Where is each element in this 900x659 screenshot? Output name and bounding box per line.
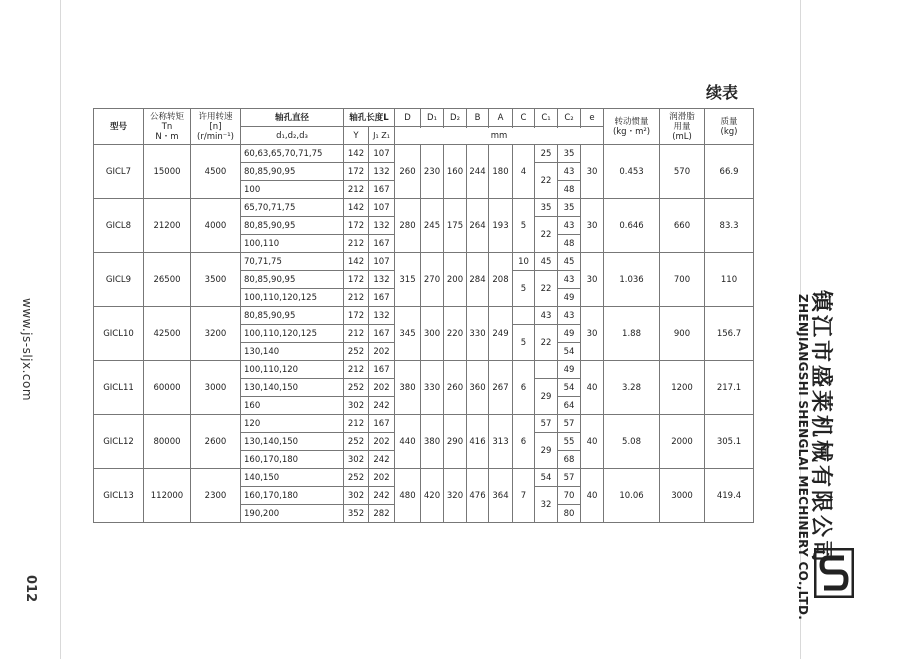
cell-C2: 54 xyxy=(558,343,581,361)
cell-length-j: 167 xyxy=(369,415,395,433)
header-length-y: Y xyxy=(344,127,369,145)
cell-length-y: 252 xyxy=(344,433,369,451)
cell-length-y: 212 xyxy=(344,415,369,433)
cell-C2: 54 xyxy=(558,379,581,397)
cell-mass: 110 xyxy=(705,253,754,307)
cell-length-y: 352 xyxy=(344,505,369,523)
header-length-j: J₁ Z₁ xyxy=(369,127,395,145)
cell-length-j: 132 xyxy=(369,217,395,235)
cell-bore: 100,110 xyxy=(241,235,344,253)
cell-grease: 2000 xyxy=(660,415,705,469)
cell-B: 284 xyxy=(467,253,489,307)
cell-bore: 120 xyxy=(241,415,344,433)
cell-mass: 217.1 xyxy=(705,361,754,415)
header-D2: D₂ xyxy=(444,109,467,127)
cell-torque: 26500 xyxy=(144,253,191,307)
header-bore-sub: d₁,d₂,d₃ xyxy=(241,127,344,145)
cell-D: 480 xyxy=(395,469,421,523)
cell-grease: 3000 xyxy=(660,469,705,523)
cell-speed: 3000 xyxy=(191,361,241,415)
cell-C1: 32 xyxy=(535,487,558,523)
cell-bore: 130,140 xyxy=(241,343,344,361)
cell-speed: 3200 xyxy=(191,307,241,361)
cell-C2: 57 xyxy=(558,415,581,433)
cell-length-j: 202 xyxy=(369,379,395,397)
cell-C1: 22 xyxy=(535,271,558,307)
cell-length-y: 172 xyxy=(344,307,369,325)
cell-C2: 68 xyxy=(558,451,581,469)
company-name-cn: 镇江市盛莱机械有限公司 xyxy=(808,290,833,566)
table-body xyxy=(94,145,754,523)
cell-inertia: 1.88 xyxy=(604,307,660,361)
cell-C: 10 xyxy=(513,253,535,271)
header-model: 型号 xyxy=(94,109,144,145)
cell-C: 6 xyxy=(513,361,535,415)
cell-speed: 3500 xyxy=(191,253,241,307)
cell-B: 244 xyxy=(467,145,489,199)
cell-C2: 35 xyxy=(558,145,581,163)
cell-B: 330 xyxy=(467,307,489,361)
cell-bore: 140,150 xyxy=(241,469,344,487)
cell-D2: 260 xyxy=(444,361,467,415)
cell-grease: 900 xyxy=(660,307,705,361)
cell-grease: 700 xyxy=(660,253,705,307)
header-unit-mm: mm xyxy=(395,127,604,145)
cell-D2: 160 xyxy=(444,145,467,199)
cell-length-j: 167 xyxy=(369,325,395,343)
cell-inertia: 0.453 xyxy=(604,145,660,199)
cell-length-j: 167 xyxy=(369,289,395,307)
cell-D: 315 xyxy=(395,253,421,307)
cell-D: 280 xyxy=(395,199,421,253)
cell-A: 208 xyxy=(489,253,513,307)
cell-length-j: 107 xyxy=(369,145,395,163)
cell-bore: 65,70,71,75 xyxy=(241,199,344,217)
cell-length-y: 212 xyxy=(344,181,369,199)
cell-length-y: 212 xyxy=(344,361,369,379)
header-bore: 轴孔直径 xyxy=(241,109,344,127)
header-grease: 润滑脂 用量 (mL) xyxy=(660,109,705,145)
cell-length-j: 132 xyxy=(369,271,395,289)
cell-length-j: 167 xyxy=(369,361,395,379)
cell-model: GⅠCL11 xyxy=(94,361,144,415)
cell-mass: 83.3 xyxy=(705,199,754,253)
cell-length-y: 302 xyxy=(344,451,369,469)
cell-speed: 4500 xyxy=(191,145,241,199)
cell-length-y: 142 xyxy=(344,145,369,163)
cell-e: 40 xyxy=(581,415,604,469)
cell-length-y: 302 xyxy=(344,487,369,505)
cell-bore: 70,71,75 xyxy=(241,253,344,271)
cell-length-j: 242 xyxy=(369,451,395,469)
header-mass: 质量 (kg) xyxy=(705,109,754,145)
cell-length-y: 212 xyxy=(344,289,369,307)
cell-A: 313 xyxy=(489,415,513,469)
cell-length-j: 202 xyxy=(369,343,395,361)
cell-C1: 45 xyxy=(535,253,558,271)
header-C: C xyxy=(513,109,535,127)
header-length: 轴孔长度L xyxy=(344,109,395,127)
header-D1: D₁ xyxy=(421,109,444,127)
table-header xyxy=(94,109,754,145)
cell-torque: 112000 xyxy=(144,469,191,523)
header-torque: 公称转矩 Tn N・m xyxy=(144,109,191,145)
cell-D2: 200 xyxy=(444,253,467,307)
cell-torque: 42500 xyxy=(144,307,191,361)
table-row xyxy=(94,361,754,379)
cell-D1: 420 xyxy=(421,469,444,523)
cell-C1: 57 xyxy=(535,415,558,433)
cell-grease: 660 xyxy=(660,199,705,253)
cell-C: 5 xyxy=(513,325,535,361)
cell-C2: 43 xyxy=(558,217,581,235)
cell-bore: 100 xyxy=(241,181,344,199)
cell-D1: 230 xyxy=(421,145,444,199)
cell-C2: 70 xyxy=(558,487,581,505)
cell-A: 249 xyxy=(489,307,513,361)
cell-length-j: 242 xyxy=(369,487,395,505)
cell-inertia: 10.06 xyxy=(604,469,660,523)
cell-C1: 29 xyxy=(535,433,558,469)
cell-bore: 80,85,90,95 xyxy=(241,271,344,289)
cell-grease: 1200 xyxy=(660,361,705,415)
cell-C xyxy=(513,307,535,325)
cell-torque: 21200 xyxy=(144,199,191,253)
cell-speed: 4000 xyxy=(191,199,241,253)
cell-C2: 43 xyxy=(558,163,581,181)
table-row xyxy=(94,145,754,163)
table-row xyxy=(94,469,754,487)
cell-C: 4 xyxy=(513,145,535,199)
cell-C2: 49 xyxy=(558,289,581,307)
cell-C: 6 xyxy=(513,415,535,469)
header-inertia: 转动惯量 (kg・m²) xyxy=(604,109,660,145)
cell-D1: 330 xyxy=(421,361,444,415)
cell-D2: 320 xyxy=(444,469,467,523)
cell-mass: 305.1 xyxy=(705,415,754,469)
cell-C2: 48 xyxy=(558,235,581,253)
cell-C1: 22 xyxy=(535,163,558,199)
cell-length-j: 167 xyxy=(369,235,395,253)
cell-inertia: 3.28 xyxy=(604,361,660,415)
cell-D2: 175 xyxy=(444,199,467,253)
cell-bore: 160,170,180 xyxy=(241,451,344,469)
cell-D1: 245 xyxy=(421,199,444,253)
cell-C: 5 xyxy=(513,271,535,307)
cell-length-j: 132 xyxy=(369,307,395,325)
cell-A: 180 xyxy=(489,145,513,199)
cell-e: 30 xyxy=(581,253,604,307)
cell-D1: 380 xyxy=(421,415,444,469)
page-number: 012 xyxy=(23,575,38,603)
cell-D1: 300 xyxy=(421,307,444,361)
cell-e: 30 xyxy=(581,199,604,253)
table-row xyxy=(94,253,754,271)
cell-length-j: 282 xyxy=(369,505,395,523)
cell-A: 267 xyxy=(489,361,513,415)
cell-model: GⅠCL7 xyxy=(94,145,144,199)
table-row xyxy=(94,307,754,325)
cell-A: 364 xyxy=(489,469,513,523)
cell-speed: 2300 xyxy=(191,469,241,523)
header-e: e xyxy=(581,109,604,127)
cell-model: GⅠCL8 xyxy=(94,199,144,253)
page-title: 续表 xyxy=(706,83,739,102)
cell-C1: 35 xyxy=(535,199,558,217)
cell-length-y: 142 xyxy=(344,199,369,217)
cell-e: 40 xyxy=(581,469,604,523)
cell-C2: 35 xyxy=(558,199,581,217)
cell-B: 264 xyxy=(467,199,489,253)
cell-C2: 49 xyxy=(558,361,581,379)
cell-model: GⅠCL12 xyxy=(94,415,144,469)
cell-bore: 160,170,180 xyxy=(241,487,344,505)
cell-bore: 130,140,150 xyxy=(241,379,344,397)
cell-grease: 570 xyxy=(660,145,705,199)
cell-length-y: 142 xyxy=(344,253,369,271)
cell-length-y: 172 xyxy=(344,217,369,235)
cell-mass: 66.9 xyxy=(705,145,754,199)
cell-length-j: 107 xyxy=(369,253,395,271)
left-margin-line xyxy=(60,0,61,659)
cell-length-y: 302 xyxy=(344,397,369,415)
cell-D: 380 xyxy=(395,361,421,415)
cell-B: 416 xyxy=(467,415,489,469)
cell-model: GⅠCL10 xyxy=(94,307,144,361)
cell-bore: 80,85,90,95 xyxy=(241,307,344,325)
company-logo-icon xyxy=(814,548,854,598)
header-D: D xyxy=(395,109,421,127)
cell-bore: 160 xyxy=(241,397,344,415)
cell-B: 476 xyxy=(467,469,489,523)
cell-bore: 100,110,120 xyxy=(241,361,344,379)
cell-inertia: 1.036 xyxy=(604,253,660,307)
cell-length-j: 202 xyxy=(369,469,395,487)
header-B: B xyxy=(467,109,489,127)
cell-C2: 43 xyxy=(558,307,581,325)
header-C1: C₁ xyxy=(535,109,558,127)
cell-model: GⅠCL13 xyxy=(94,469,144,523)
cell-length-y: 252 xyxy=(344,343,369,361)
cell-length-y: 212 xyxy=(344,235,369,253)
cell-length-y: 212 xyxy=(344,325,369,343)
header-speed: 许用转速 [n] (r/min⁻¹) xyxy=(191,109,241,145)
cell-bore: 100,110,120,125 xyxy=(241,289,344,307)
cell-C1: 43 xyxy=(535,307,558,325)
cell-C2: 45 xyxy=(558,253,581,271)
cell-bore: 130,140,150 xyxy=(241,433,344,451)
cell-D: 345 xyxy=(395,307,421,361)
company-name-en: ZHENJIANGSHI SHENGLAI MECHINERY CO.,LTD. xyxy=(796,294,810,621)
cell-model: GⅠCL9 xyxy=(94,253,144,307)
cell-C2: 64 xyxy=(558,397,581,415)
cell-C1: 22 xyxy=(535,217,558,253)
header-C2: C₂ xyxy=(558,109,581,127)
header-A: A xyxy=(489,109,513,127)
cell-length-j: 107 xyxy=(369,199,395,217)
cell-length-j: 202 xyxy=(369,433,395,451)
cell-length-y: 172 xyxy=(344,271,369,289)
cell-C2: 43 xyxy=(558,271,581,289)
cell-C2: 80 xyxy=(558,505,581,523)
cell-inertia: 5.08 xyxy=(604,415,660,469)
cell-A: 193 xyxy=(489,199,513,253)
cell-C: 7 xyxy=(513,469,535,523)
cell-C2: 49 xyxy=(558,325,581,343)
website-url: www.js-sljx.com xyxy=(20,298,34,402)
cell-mass: 419.4 xyxy=(705,469,754,523)
table-row xyxy=(94,199,754,217)
cell-C2: 57 xyxy=(558,469,581,487)
cell-length-y: 172 xyxy=(344,163,369,181)
cell-D: 260 xyxy=(395,145,421,199)
cell-C1: 25 xyxy=(535,145,558,163)
cell-C1: 54 xyxy=(535,469,558,487)
cell-torque: 80000 xyxy=(144,415,191,469)
cell-e: 30 xyxy=(581,307,604,361)
cell-C1 xyxy=(535,361,558,379)
cell-C1: 22 xyxy=(535,325,558,361)
cell-length-y: 252 xyxy=(344,379,369,397)
cell-D2: 220 xyxy=(444,307,467,361)
cell-inertia: 0.646 xyxy=(604,199,660,253)
cell-e: 40 xyxy=(581,361,604,415)
cell-length-y: 252 xyxy=(344,469,369,487)
cell-speed: 2600 xyxy=(191,415,241,469)
cell-C1: 29 xyxy=(535,379,558,415)
cell-bore: 60,63,65,70,71,75 xyxy=(241,145,344,163)
cell-torque: 15000 xyxy=(144,145,191,199)
cell-D2: 290 xyxy=(444,415,467,469)
cell-length-j: 167 xyxy=(369,181,395,199)
cell-C: 5 xyxy=(513,199,535,253)
cell-mass: 156.7 xyxy=(705,307,754,361)
spec-table xyxy=(93,108,754,523)
table-row xyxy=(94,415,754,433)
cell-bore: 80,85,90,95 xyxy=(241,163,344,181)
cell-D1: 270 xyxy=(421,253,444,307)
cell-B: 360 xyxy=(467,361,489,415)
cell-bore: 80,85,90,95 xyxy=(241,217,344,235)
cell-C2: 55 xyxy=(558,433,581,451)
cell-D: 440 xyxy=(395,415,421,469)
cell-bore: 100,110,120,125 xyxy=(241,325,344,343)
cell-e: 30 xyxy=(581,145,604,199)
cell-bore: 190,200 xyxy=(241,505,344,523)
cell-torque: 60000 xyxy=(144,361,191,415)
cell-C2: 48 xyxy=(558,181,581,199)
cell-length-j: 132 xyxy=(369,163,395,181)
cell-length-j: 242 xyxy=(369,397,395,415)
